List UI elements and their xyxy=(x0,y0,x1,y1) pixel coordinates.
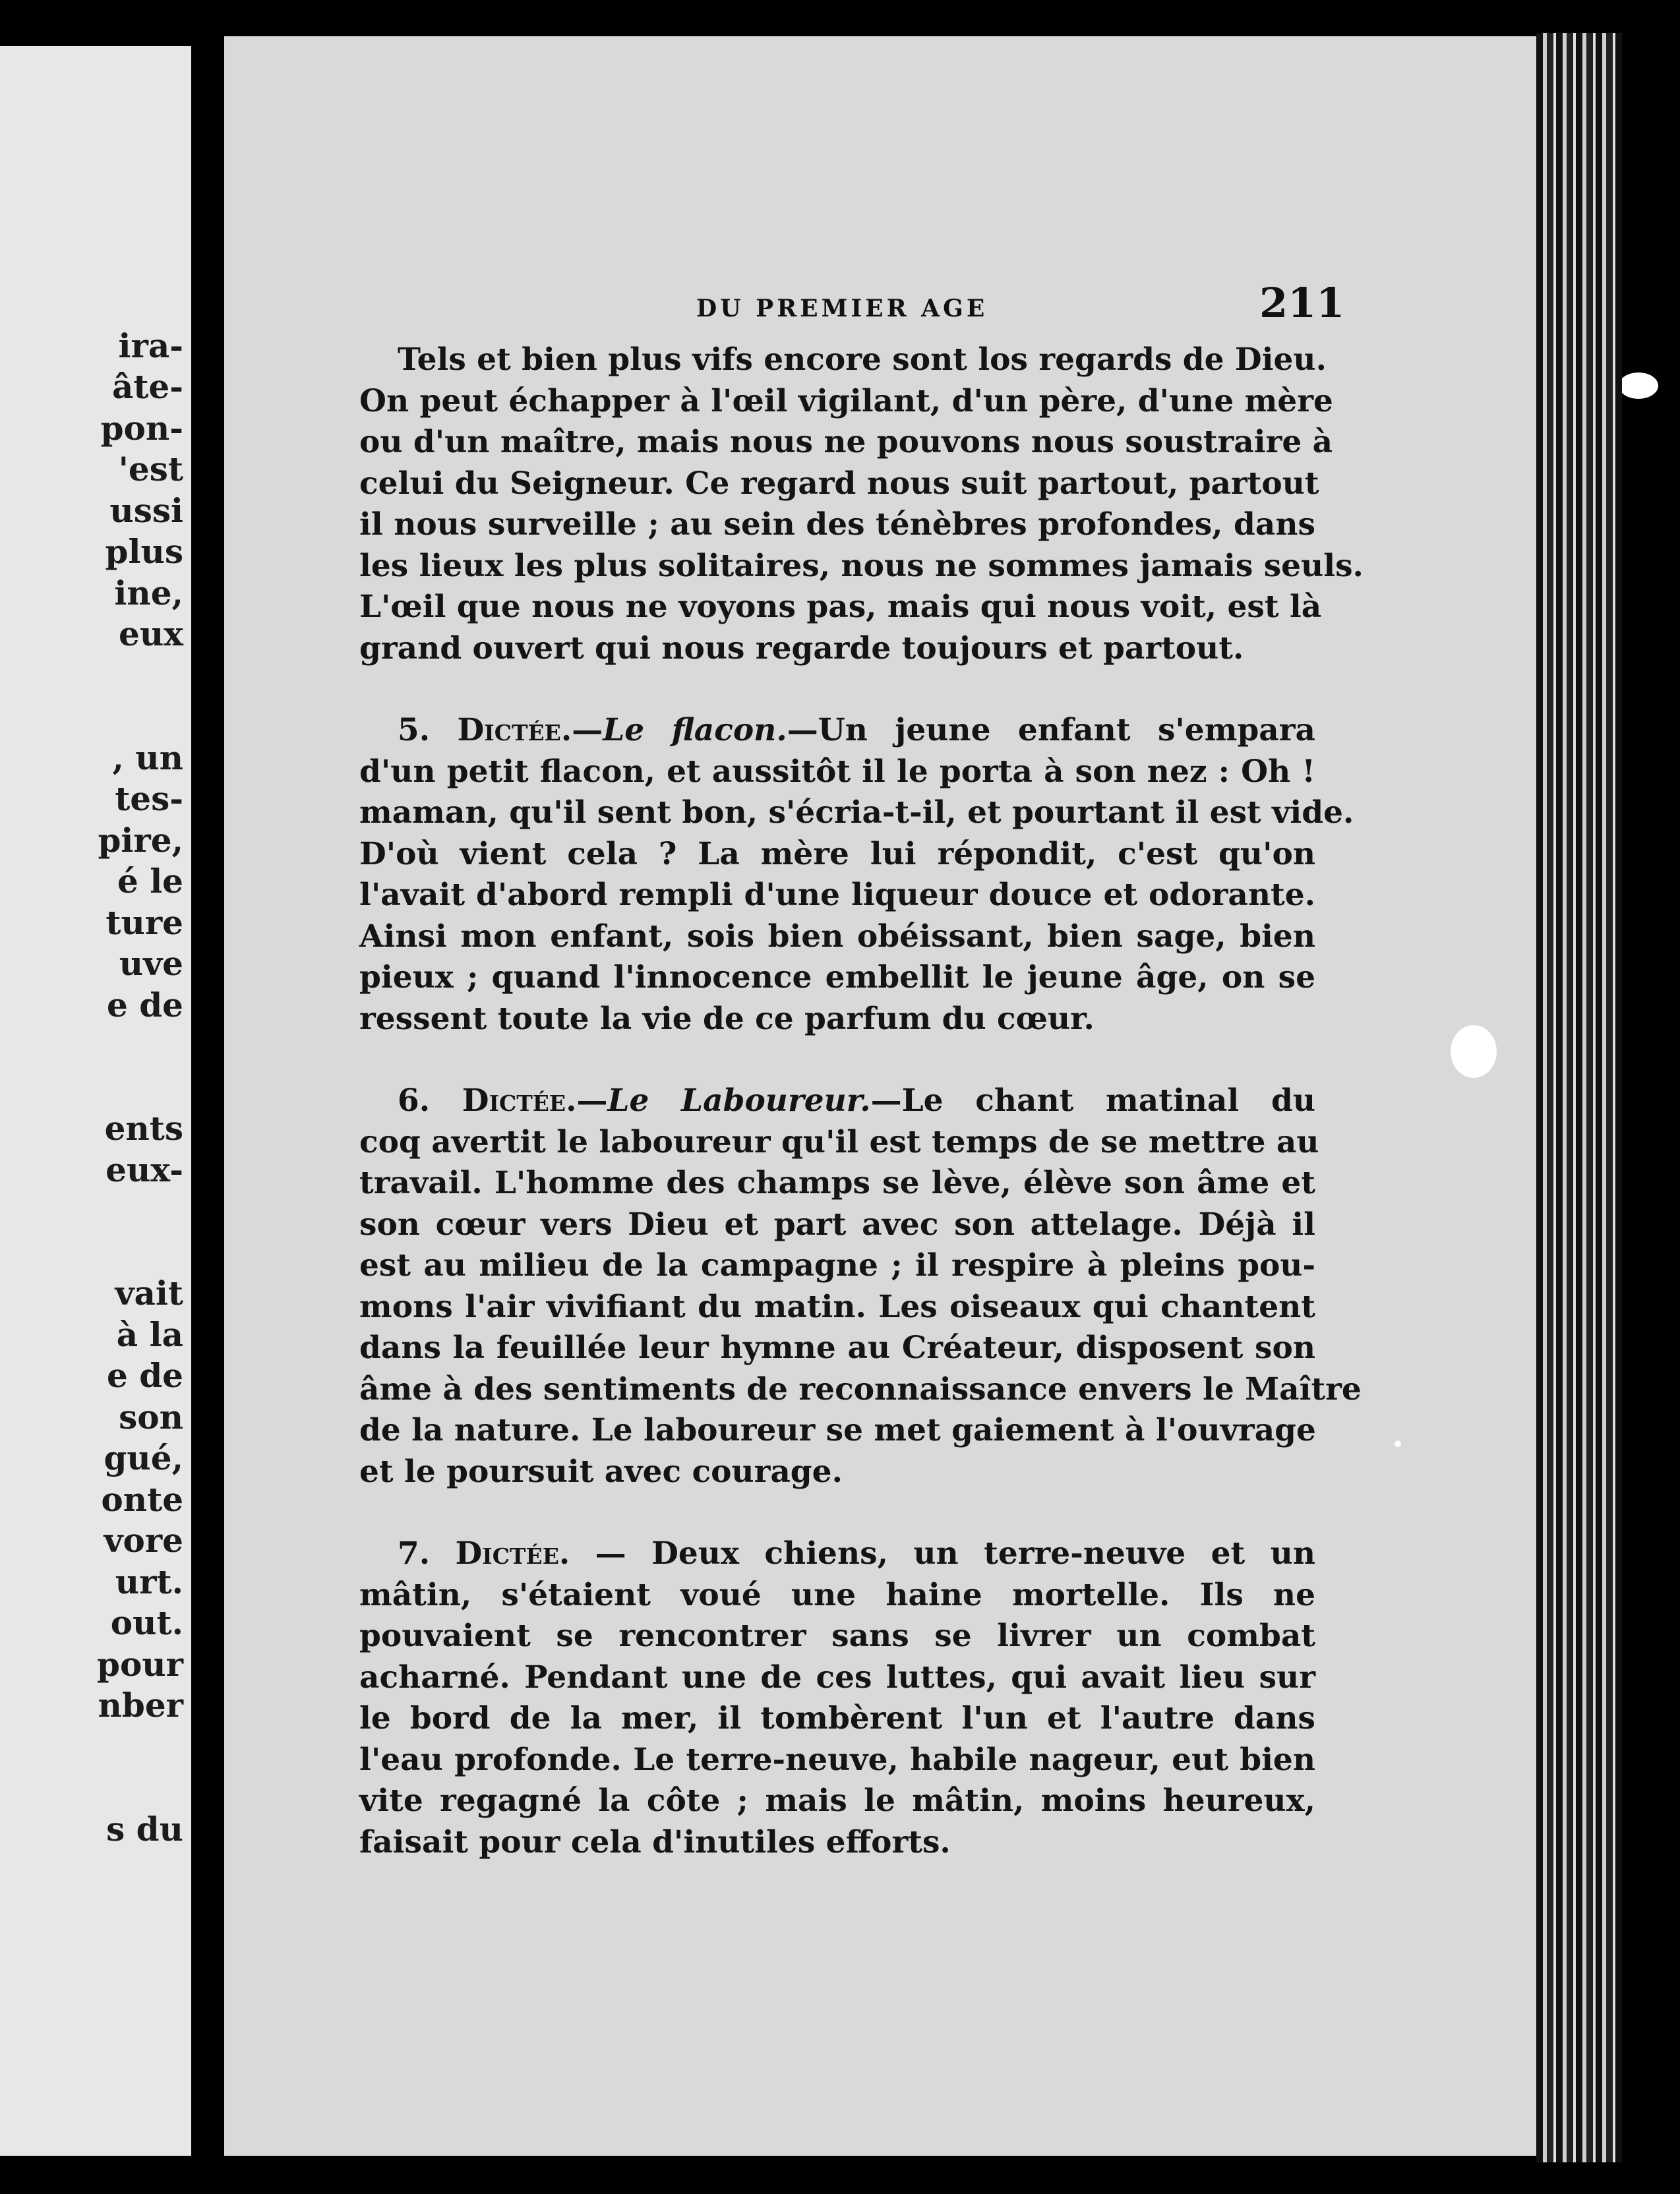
prev-page-line: eux- xyxy=(105,1150,183,1189)
prev-page-line: pire, xyxy=(98,821,183,860)
text-line: l'avait d'abord rempli d'une liqueur douce et odorante. xyxy=(359,877,1315,913)
prev-page-line: uve xyxy=(119,944,183,983)
dictee-first-line: Le chant matinal du xyxy=(901,1082,1315,1119)
text-line: Ainsi mon enfant, sois bien obéissant, bien sage, bien xyxy=(359,918,1315,955)
dictee-number: 5. xyxy=(398,712,431,748)
text-line: celui du Seigneur. Ce regard nous suit partout, partout xyxy=(359,465,1319,502)
dictee-number: 6. xyxy=(398,1082,431,1119)
dictee-number: 7. xyxy=(398,1535,431,1572)
prev-page-line: ira- xyxy=(118,326,183,365)
prev-page-line: gué, xyxy=(104,1438,183,1477)
dictee-label: Dictée. xyxy=(462,1082,577,1119)
paragraph-dictee-5 xyxy=(359,710,1354,1040)
text-line: pouvaient se rencontrer sans se livrer un combat xyxy=(359,1618,1315,1654)
paragraph-dictee-6 xyxy=(359,1081,1362,1493)
running-head-title: DU PREMIER AGE xyxy=(696,295,988,322)
prev-page-line: ine, xyxy=(114,574,183,612)
text-line: grand ouvert qui nous regarde toujours et partout. xyxy=(359,630,1244,667)
prev-page-line: ture xyxy=(105,903,183,942)
prev-page-line: eux xyxy=(119,614,183,653)
prev-page-line: out. xyxy=(110,1603,183,1642)
text-line: il nous surveille ; au sein des ténèbres profondes, dans xyxy=(359,506,1315,543)
paper-speck xyxy=(1451,1025,1497,1078)
prev-page-line: e de xyxy=(107,986,183,1024)
text-line: faisait pour cela d'inutiles efforts. xyxy=(359,1823,951,1860)
text-line: travail. L'homme des champs se lève, élève son âme et xyxy=(359,1165,1315,1201)
prev-page-line: é le xyxy=(117,862,183,901)
prev-page-line: âte- xyxy=(111,367,183,406)
text-line: coq avertit le laboureur qu'il est temps de se mettre au xyxy=(359,1123,1319,1160)
text-line: et le poursuit avec courage. xyxy=(359,1453,843,1490)
text-line: ou d'un maître, mais nous ne pouvons nous soustraire à xyxy=(359,424,1333,460)
text-line: L'œil que nous ne voyons pas, mais qui nous voit, est là xyxy=(359,589,1322,625)
text-line: On peut échapper à l'œil vigilant, d'un père, d'une mère xyxy=(359,382,1333,419)
text-line: de la nature. Le laboureur se met gaiement à l'ouvrage xyxy=(359,1412,1316,1448)
text-line: D'où vient cela ? La mère lui répondit, c'est qu'on xyxy=(359,835,1315,872)
text-line: le bord de la mer, il tombèrent l'un et l'autre dans xyxy=(359,1700,1315,1736)
prev-page-line: à la xyxy=(116,1315,183,1354)
prev-page-line: son xyxy=(119,1398,183,1437)
prev-page-line: vore xyxy=(104,1521,183,1560)
text-line: l'eau profonde. Le terre-neuve, habile nageur, eut bien xyxy=(359,1741,1315,1778)
prev-page-line: tes- xyxy=(115,779,183,818)
dictee-heading-line: 7. Dictée. — Deux chiens, un terre-neuve et un xyxy=(398,1535,1316,1572)
paragraph-dictee-7 xyxy=(359,1533,1315,1863)
text-line: pieux ; quand l'innocence embellit le jeune âge, on se xyxy=(359,959,1315,995)
prev-page-line: ussi xyxy=(109,491,183,530)
text-line: acharné. Pendant une de ces luttes, qui avait lieu sur xyxy=(359,1659,1315,1696)
text-line: âme à des sentiments de reconnaissance envers le Maître xyxy=(359,1371,1362,1408)
prev-page-line: ents xyxy=(104,1109,183,1148)
book-page xyxy=(224,36,1536,2156)
prev-page-line: vait xyxy=(115,1274,183,1313)
dictee-heading-line: 5. Dictée.—Le flacon.—Un jeune enfant s'empara xyxy=(398,712,1315,748)
page-number: 211 xyxy=(1259,279,1345,327)
prev-page-line: s du xyxy=(106,1810,183,1849)
text-line: est au milieu de la campagne ; il respire à pleins pou- xyxy=(359,1247,1315,1284)
prev-page-line: urt. xyxy=(115,1562,183,1601)
text-line: son cœur vers Dieu et part avec son attelage. Déjà il xyxy=(359,1206,1315,1243)
dictee-first-line: Deux chiens, un terre-neuve et un xyxy=(651,1535,1316,1572)
book-binding-edge xyxy=(1536,33,1622,2162)
dictee-label: Dictée. xyxy=(455,1535,570,1572)
text-line: vite regagné la côte ; mais le mâtin, moins heureux, xyxy=(359,1783,1315,1819)
body-text xyxy=(359,340,1364,1863)
running-head xyxy=(224,280,1536,333)
prev-page-line: plus xyxy=(105,532,183,571)
prev-page-line: pon- xyxy=(100,409,183,448)
prev-page-line: e de xyxy=(107,1356,183,1395)
paper-speck xyxy=(1619,372,1658,399)
dictee-heading-line: 6. Dictée.—Le Laboureur.—Le chant matinal du xyxy=(398,1082,1315,1119)
text-line: dans la feuillée leur hymne au Créateur, disposent son xyxy=(359,1330,1315,1366)
prev-page-line: onte xyxy=(101,1480,183,1519)
dictee-title: Le flacon. xyxy=(603,712,787,748)
text-line: Tels et bien plus vifs encore sont los regards de Dieu. xyxy=(398,341,1327,378)
text-line: mâtin, s'étaient voué une haine mortelle. Ils ne xyxy=(359,1576,1315,1613)
dictee-title: Le Laboureur. xyxy=(607,1082,871,1119)
book-gutter xyxy=(191,0,224,2194)
prev-page-line: , un xyxy=(112,738,183,777)
text-line: les lieux les plus solitaires, nous ne sommes jamais seuls. xyxy=(359,547,1364,584)
text-line: ressent toute la vie de ce parfum du cœur. xyxy=(359,1000,1095,1037)
prev-page-line: nber xyxy=(98,1686,183,1725)
previous-page-edge xyxy=(0,46,191,2156)
paragraph-intro xyxy=(359,340,1364,669)
prev-page-line: 'est xyxy=(118,450,183,489)
paper-speck xyxy=(1395,1440,1401,1447)
prev-page-line: pour xyxy=(96,1645,183,1684)
dictee-first-line: Un jeune enfant s'empara xyxy=(818,712,1315,748)
text-line: d'un petit flacon, et aussitôt il le porta à son nez : Oh ! xyxy=(359,753,1315,790)
dictee-label: Dictée. xyxy=(457,712,572,748)
text-line: maman, qu'il sent bon, s'écria-t-il, et pourtant il est vide. xyxy=(359,794,1354,831)
text-line: mons l'air vivifiant du matin. Les oiseaux qui chantent xyxy=(359,1288,1315,1325)
